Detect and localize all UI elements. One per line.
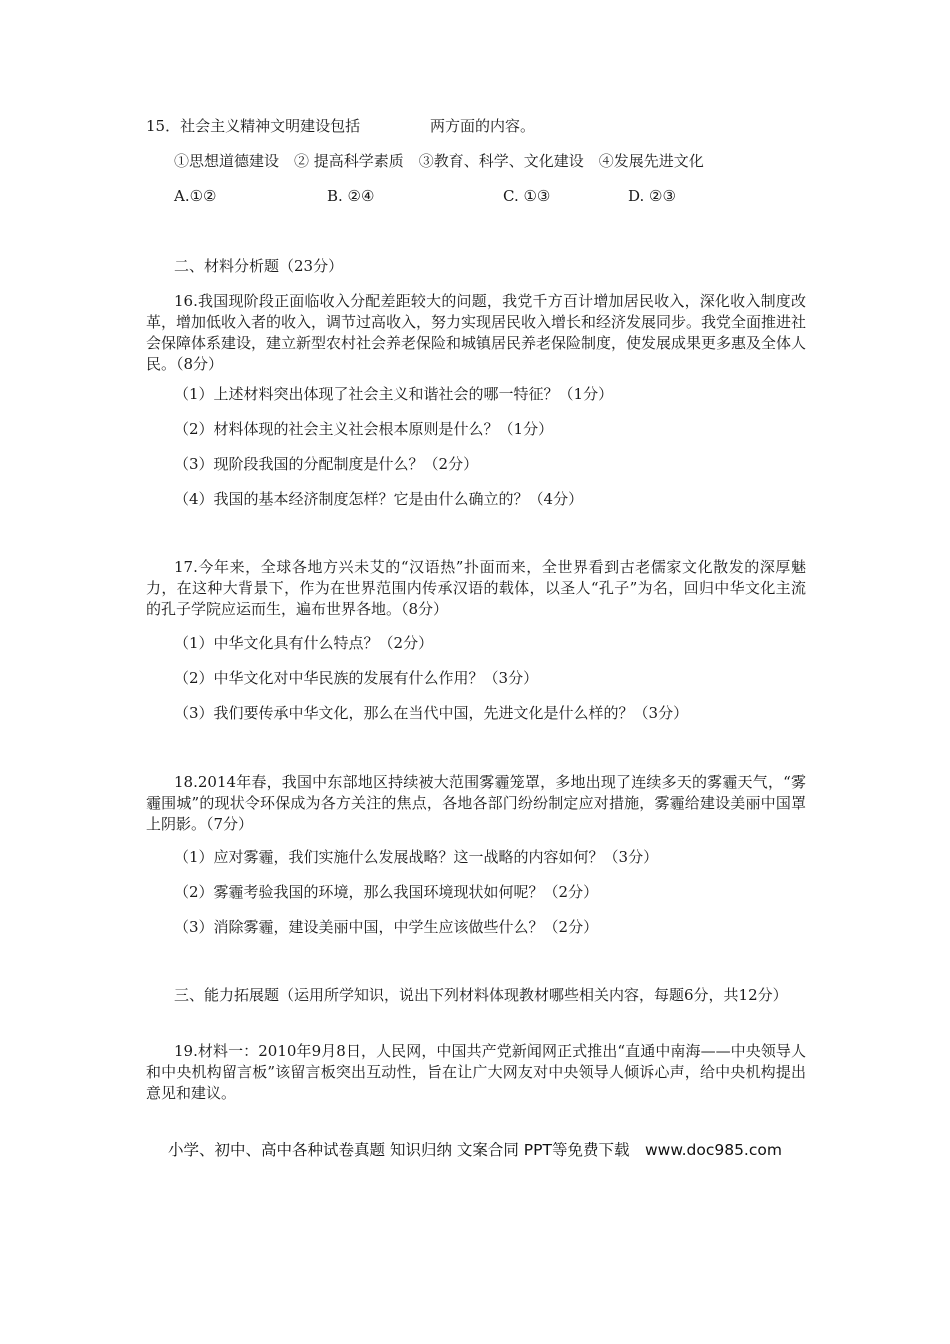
footer-download-notice: 小学、初中、高中各种试卷真题 知识归纳 文案合同 PPT等免费下载 www.doc985.com — [168, 1141, 782, 1159]
q16-sub-1: （1）上述材料突出体现了社会主义和谐社会的哪一特征？（1分） — [174, 385, 614, 403]
q18-material: 18.2014年春，我国中东部地区持续被大范围雾霾笼罩，多地出现了连续多天的雾霾天气，“雾霾围城”的现状令环保成为各方关注的焦点，各地各部门纷纷制定应对措施，雾霾给建设美丽中国罩上阴影。（7分） — [146, 773, 806, 833]
q16-sub-2: （2）材料体现的社会主义社会根本原则是什么？（1分） — [174, 420, 554, 438]
q15-items: ①思想道德建设 ② 提高科学素质 ③教育、科学、文化建设 ④发展先进文化 — [174, 152, 704, 170]
q17-sub-1: （1）中华文化具有什么特点？（2分） — [174, 634, 434, 652]
q19-material: 19.材料一：2010年9月8日，人民网，中国共产党新闻网正式推出“直通中南海——中央领导人和中央机构留言板”该留言板突出互动性，旨在让广大网友对中央领导人倾诉心声，给中央机构提出意见和建议。 — [146, 1042, 806, 1102]
q17-sub-3: （3）我们要传承中华文化，那么在当代中国，先进文化是什么样的？（3分） — [174, 704, 689, 722]
q15-stem-end: 两方面的内容。 — [430, 117, 536, 135]
q17-material: 17.今年来，全球各地方兴未艾的“汉语热”扑面而来，全世界看到古老儒家文化散发的深厚魅力，在这种大背景下，作为在世界范围内传承汉语的载体，以圣人“孔子”为名，回归中华文化主流的孔子学院应运而生，遍布世界各地。（8分） — [146, 558, 806, 618]
section2-title: 二、材料分析题（23分） — [174, 257, 344, 275]
q16-sub-4: （4）我国的基本经济制度怎样？它是由什么确立的？（4分） — [174, 490, 584, 508]
q15-option-a: A.①② — [174, 187, 217, 205]
q16-sub-3: （3）现阶段我国的分配制度是什么？（2分） — [174, 455, 479, 473]
q18-sub-2: （2）雾霾考验我国的环境，那么我国环境现状如何呢？（2分） — [174, 883, 599, 901]
q15-stem-start: 15．社会主义精神文明建设包括 — [146, 117, 361, 135]
section3-title: 三、能力拓展题（运用所学知识，说出下列材料体现教材哪些相关内容，每题6分，共12分） — [174, 986, 788, 1004]
q15-option-c: C. ①③ — [503, 187, 551, 205]
q15-option-d: D. ②③ — [628, 187, 676, 205]
q16-material: 16.我国现阶段正面临收入分配差距较大的问题，我党千方百计增加居民收入，深化收入制度改革，增加低收入者的收入，调节过高收入，努力实现居民收入增长和经济发展同步。我党全面推进社会保障体系建设，建立新型农村社会养老保险和城镇居民养老保险制度，使发展成果更多惠及全体人民。（8分） — [146, 292, 807, 373]
q18-sub-1: （1）应对雾霾，我们实施什么发展战略？这一战略的内容如何？（3分） — [174, 848, 659, 866]
q18-sub-3: （3）消除雾霾，建设美丽中国，中学生应该做些什么？（2分） — [174, 918, 599, 936]
q15-option-b: B. ②④ — [327, 187, 375, 205]
q17-sub-2: （2）中华文化对中华民族的发展有什么作用？（3分） — [174, 669, 539, 687]
